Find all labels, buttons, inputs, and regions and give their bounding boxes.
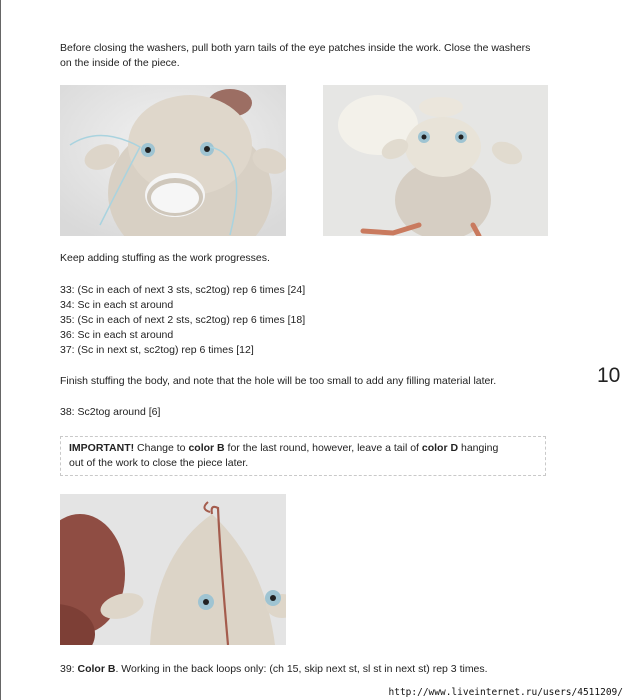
rounds-list [60,283,305,358]
color-b-label: color B [188,442,225,454]
intro-line-1: Before closing the washers, pull both yarn tails of the eye patches inside the work. Close the washers [60,42,531,54]
important-line-1 [69,441,537,456]
important-text-2: for the last round, however, leave a tail of [224,442,422,454]
color-d-label: color D [421,442,459,454]
round-35: 35: (Sc in each of next 2 sts, sc2tog) rep 6 times [18] [60,314,306,326]
photo-owl-open-bottom [60,85,286,236]
important-label: IMPORTANT! [69,442,135,454]
round-34: 34: Sc in each st around [60,299,174,311]
round-39-text: . Working in the back loops only: (ch 15, skip next st, sl st in next st) rep 3 times. [115,663,488,675]
round-36: 36: Sc in each st around [60,329,174,341]
watermark-url: http://www.liveinternet.ru/users/4511209/ [388,687,623,698]
intro-paragraph [60,41,530,71]
round-39 [60,662,488,677]
important-text-3: hanging [458,442,499,454]
round-37: 37: (Sc in next st, sc2tog) rep 6 times [12] [60,344,254,356]
page-number: 10 [597,364,621,387]
intro-line-2: on the inside of the piece. [60,57,180,69]
important-text-1: Change to [134,442,189,454]
photo-owl-standing [323,85,548,236]
round-33: 33: (Sc in each of next 3 sts, sc2tog) rep 6 times [24] [60,284,306,296]
finish-note: Finish stuffing the body, and note that the hole will be too small to add any filling material later. [60,375,497,387]
stuffing-note: Keep adding stuffing as the work progresses. [60,252,270,264]
round-38: 38: Sc2tog around [6] [60,406,161,418]
photo-owl-closed-top [60,494,286,645]
round-39-prefix: 39: [60,663,78,675]
important-callout [60,436,546,476]
important-line-2: out of the work to close the piece later. [69,457,249,469]
page-edge-line [0,0,1,700]
round-39-color: Color B [77,663,116,675]
